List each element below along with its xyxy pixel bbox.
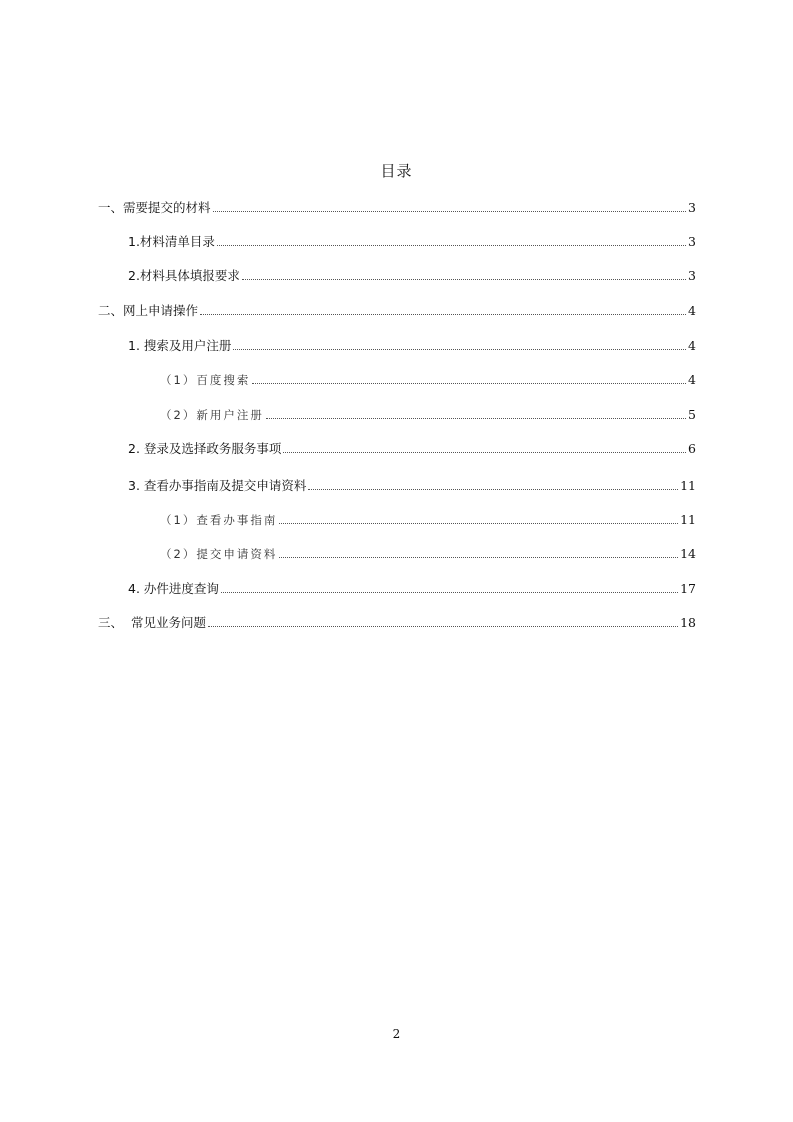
toc-dot-leader bbox=[252, 383, 686, 384]
toc-entry-label: 1. 搜索及用户注册 bbox=[128, 338, 232, 353]
toc-entry[interactable] bbox=[128, 266, 696, 284]
toc-entry-page: 6 bbox=[688, 441, 696, 456]
toc-dot-leader bbox=[266, 418, 686, 419]
toc-dot-leader bbox=[208, 626, 678, 627]
toc-entry-label: 4. 办件进度查询 bbox=[128, 581, 219, 596]
toc-entry-page: 3 bbox=[688, 234, 696, 249]
toc-entry[interactable] bbox=[128, 439, 696, 457]
toc-entry-page: 5 bbox=[688, 407, 696, 422]
toc-dot-leader bbox=[279, 557, 678, 558]
toc-entry[interactable] bbox=[98, 301, 696, 319]
toc-entry[interactable] bbox=[160, 370, 696, 388]
toc-entry-label: 1.材料清单目录 bbox=[128, 234, 215, 249]
toc-entry-label: 一、需要提交的材料 bbox=[98, 200, 211, 215]
page-number: 2 bbox=[392, 1027, 401, 1041]
toc-dot-leader bbox=[221, 592, 678, 593]
toc-entry[interactable] bbox=[160, 405, 696, 423]
toc-dot-leader bbox=[279, 523, 678, 524]
toc-entry-page: 4 bbox=[688, 303, 696, 318]
toc-entry[interactable] bbox=[128, 336, 696, 354]
toc-entry-page: 11 bbox=[680, 512, 696, 527]
toc-entry-page: 17 bbox=[680, 581, 696, 596]
toc-title: 目录 bbox=[380, 162, 413, 180]
toc-entry-page: 3 bbox=[688, 268, 696, 283]
toc-entry[interactable] bbox=[128, 579, 696, 597]
toc-entry-label: （2）提交申请资料 bbox=[160, 547, 278, 561]
toc-entry[interactable] bbox=[128, 476, 696, 494]
toc-dot-leader bbox=[233, 349, 686, 350]
toc-dot-leader bbox=[283, 452, 686, 453]
toc-dot-leader bbox=[242, 279, 686, 280]
toc-entry-label: （1）百度搜索 bbox=[160, 373, 251, 387]
toc-dot-leader bbox=[217, 245, 686, 246]
toc-dot-leader bbox=[213, 211, 687, 212]
toc-entry-page: 11 bbox=[680, 478, 696, 493]
toc-entry-label: 3. 查看办事指南及提交申请资料 bbox=[128, 478, 307, 493]
toc-entry-label: （2）新用户注册 bbox=[160, 408, 264, 422]
toc-entry-label: 二、网上申请操作 bbox=[98, 303, 199, 318]
toc-entry-label: （1）查看办事指南 bbox=[160, 513, 278, 527]
toc-entry[interactable] bbox=[98, 613, 696, 631]
toc-entry-page: 3 bbox=[688, 200, 696, 215]
toc-dot-leader bbox=[308, 489, 678, 490]
toc-entry-page: 14 bbox=[680, 546, 696, 561]
toc-entry[interactable] bbox=[160, 544, 696, 562]
toc-entry-page: 4 bbox=[688, 338, 696, 353]
toc-dot-leader bbox=[200, 314, 686, 315]
toc-entry-page: 18 bbox=[680, 615, 696, 630]
toc-entry-label: 2.材料具体填报要求 bbox=[128, 268, 240, 283]
toc-entry[interactable] bbox=[98, 198, 696, 216]
toc-entry-label: 三、 常见业务问题 bbox=[98, 615, 206, 630]
toc-entry[interactable] bbox=[160, 510, 696, 528]
toc-entry-label: 2. 登录及选择政务服务事项 bbox=[128, 441, 282, 456]
toc-entry-page: 4 bbox=[688, 372, 696, 387]
toc-entry[interactable] bbox=[128, 232, 696, 250]
